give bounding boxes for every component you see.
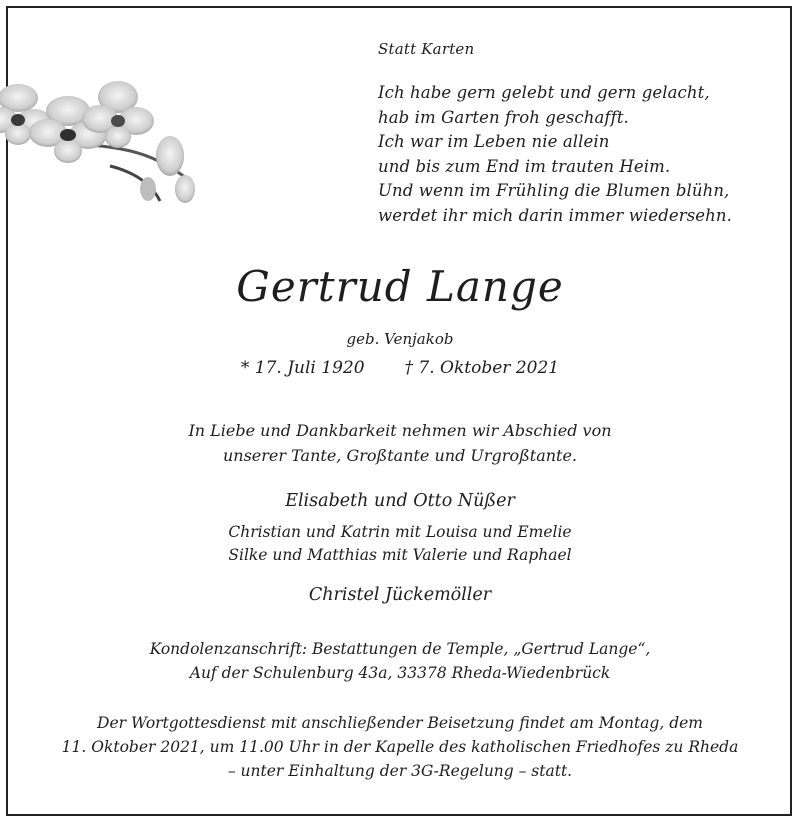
death-date: † 7. Oktober 2021 <box>404 358 560 378</box>
poem <box>378 81 732 228</box>
farewell-line: unserer Tante, Großtante und Urgroßtante. <box>222 446 578 465</box>
address-line: Auf der Schulenburg 43a, 33378 Rheda-Wiedenbrück <box>189 664 611 682</box>
service-notice <box>0 711 800 783</box>
family-line: Christian und Katrin mit Louisa und Emelie <box>228 523 572 541</box>
family-lines <box>0 521 800 567</box>
deceased-name: Gertrud Lange <box>236 262 564 311</box>
address-line: Kondolenzanschrift: Bestattungen de Temple, „Gertrud Lange“, <box>149 640 651 658</box>
farewell-text <box>0 418 800 468</box>
condolence-address <box>0 637 800 685</box>
birth-name: geb. Venjakob <box>346 330 454 348</box>
life-dates <box>0 358 800 378</box>
poem-line: werdet ihr mich darin immer wiedersehn. <box>378 205 732 225</box>
birth-date: * 17. Juli 1920 <box>240 358 365 378</box>
poem-line: hab im Garten froh geschafft. <box>378 107 629 127</box>
statt-karten-line: Statt Karten <box>378 40 475 58</box>
service-line: – unter Einhaltung der 3G-Regelung – statt. <box>227 762 573 780</box>
orchid-flowers-image <box>0 71 200 206</box>
service-line: 11. Oktober 2021, um 11.00 Uhr in der Kapelle des katholischen Friedhofes zu Rheda <box>61 738 739 756</box>
poem-line: und bis zum End im trauten Heim. <box>378 156 671 176</box>
secondary-mourner: Christel Jückemöller <box>308 585 492 605</box>
poem-line: Und wenn im Frühling die Blumen blühn, <box>378 181 730 200</box>
farewell-line: In Liebe und Dankbarkeit nehmen wir Abschied von <box>188 421 612 440</box>
poem-line: Ich habe gern gelebt und gern gelacht, <box>378 83 710 102</box>
family-line: Silke und Matthias mit Valerie und Raphael <box>228 546 572 564</box>
service-line: Der Wortgottesdienst mit anschließender Beisetzung findet am Montag, dem <box>97 714 703 732</box>
poem-line: Ich war im Leben nie allein <box>378 132 610 151</box>
primary-mourners: Elisabeth und Otto Nüßer <box>285 491 515 511</box>
